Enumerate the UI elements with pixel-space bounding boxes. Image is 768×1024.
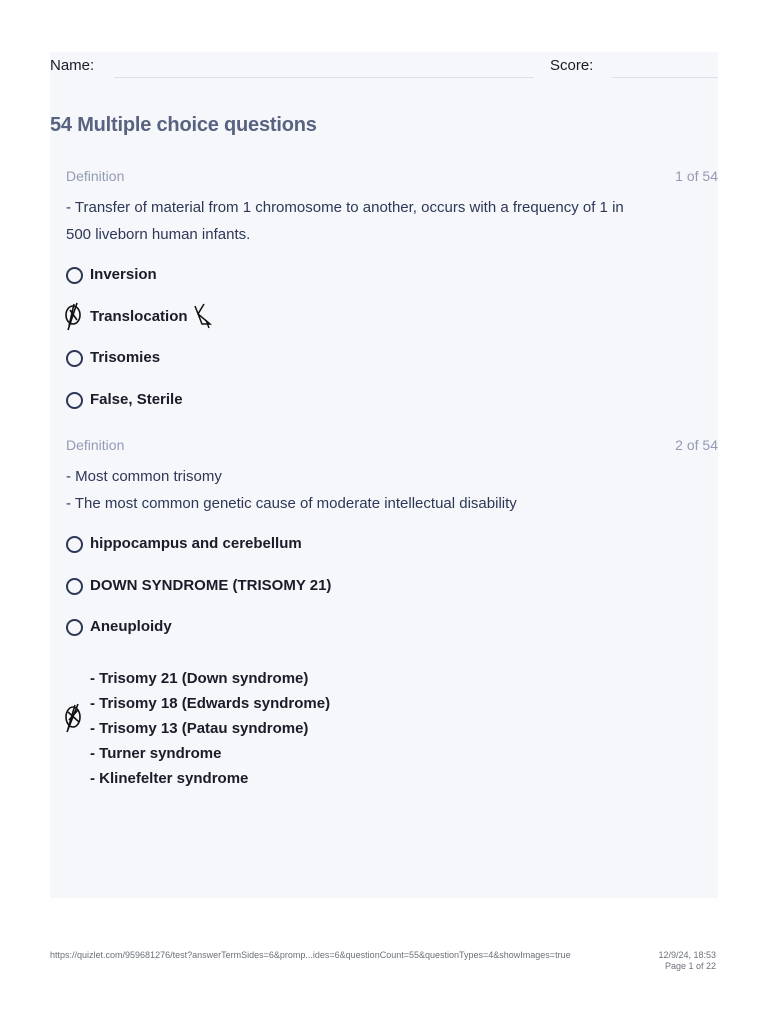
option-line: - Trisomy 13 (Patau syndrome) xyxy=(90,719,309,737)
set-title: 54 Multiple choice questions xyxy=(50,114,317,136)
test-sheet xyxy=(50,52,718,898)
answer-option-inversion[interactable] xyxy=(66,266,718,308)
answer-option-hippocampus[interactable] xyxy=(66,535,718,577)
answer-option-aneuploidy[interactable] xyxy=(66,618,718,660)
question-prompt xyxy=(66,463,718,517)
option-line: - Turner syndrome xyxy=(90,744,222,762)
answer-option-translocation[interactable] xyxy=(66,308,718,350)
name-label: Name: xyxy=(50,57,95,74)
answer-option-false-sterile[interactable] xyxy=(66,391,718,433)
option-label: False, Sterile xyxy=(90,390,183,408)
radio-circle[interactable] xyxy=(66,392,83,409)
footer-meta xyxy=(658,950,716,972)
question-1 xyxy=(66,168,718,432)
name-score-row xyxy=(50,57,718,81)
question-counter: 1 of 54 xyxy=(675,168,718,184)
radio-circle[interactable] xyxy=(66,536,83,553)
answer-option-down-syndrome[interactable] xyxy=(66,577,718,619)
question-2 xyxy=(66,437,718,791)
footer-datetime: 12/9/24, 18:53 xyxy=(658,950,716,960)
radio-circle[interactable] xyxy=(66,350,83,367)
prompt-line: - The most common genetic cause of moderate intellectual disability xyxy=(66,495,517,512)
footer-page-number: Page 1 of 22 xyxy=(664,961,716,971)
option-label: Aneuploidy xyxy=(90,618,172,635)
option-label: DOWN SYNDROME (TRISOMY 21) xyxy=(90,576,332,594)
option-line: - Klinefelter syndrome xyxy=(90,769,249,787)
answer-option-trisomies[interactable] xyxy=(66,349,718,391)
handwritten-mark-icon xyxy=(63,302,85,332)
question-header xyxy=(66,168,718,188)
question-counter: 2 of 54 xyxy=(675,437,718,453)
answer-option-trisomy-list[interactable] xyxy=(66,666,718,791)
question-prompt xyxy=(66,194,718,248)
name-field-line[interactable] xyxy=(114,77,534,78)
prompt-line: - Most common trisomy xyxy=(66,468,222,485)
question-kind: Definition xyxy=(66,168,125,184)
prompt-line: 500 liveborn human infants. xyxy=(66,226,251,243)
option-label: hippocampus and cerebellum xyxy=(90,535,302,552)
option-lines xyxy=(90,666,330,791)
radio-circle[interactable] xyxy=(66,619,83,636)
option-label: Inversion xyxy=(90,266,157,283)
option-label: Translocation xyxy=(90,307,188,325)
radio-circle[interactable] xyxy=(66,578,83,595)
prompt-line: - Transfer of material from 1 chromosome to another, occurs with a frequency of 1 in xyxy=(66,199,624,216)
radio-circle[interactable] xyxy=(66,267,83,284)
option-line: - Trisomy 21 (Down syndrome) xyxy=(90,669,309,687)
score-field-line[interactable] xyxy=(612,77,718,78)
option-line: - Trisomy 18 (Edwards syndrome) xyxy=(90,694,331,712)
score-label: Score: xyxy=(550,57,594,74)
question-kind: Definition xyxy=(66,437,125,453)
handwritten-mark-icon xyxy=(63,702,85,734)
handwritten-check-icon xyxy=(192,302,214,330)
question-header xyxy=(66,437,718,457)
footer-url: https://quizlet.com/959681276/test?answerTermSides=6&promp...ides=6&questionCount=55&questionTypes=4&showImages=true xyxy=(50,950,571,960)
option-label: Trisomies xyxy=(90,349,161,366)
